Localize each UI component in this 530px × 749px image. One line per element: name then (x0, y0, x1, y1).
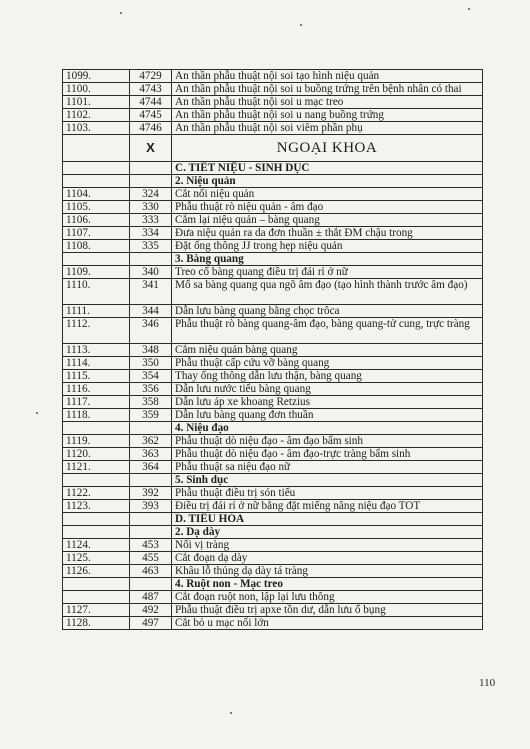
section-blank-cell (130, 474, 172, 487)
row-number: 1113. (63, 344, 130, 357)
procedure-name: An thần phẫu thuật nội soi viêm phần phụ (172, 122, 483, 135)
row-number: 1123. (63, 500, 130, 513)
section-blank-cell (63, 175, 130, 188)
procedure-name: Cắm lại niệu quản – bàng quang (172, 214, 483, 227)
procedure-code: 4729 (130, 70, 172, 83)
procedure-code: 392 (130, 487, 172, 500)
table-row (63, 96, 483, 109)
procedure-name: Cắm niệu quản bàng quang (172, 344, 483, 357)
section-blank-cell (130, 422, 172, 435)
table-row (63, 448, 483, 461)
row-number: 1116. (63, 383, 130, 396)
procedure-code: 497 (130, 617, 172, 630)
table-row (63, 279, 483, 305)
procedure-name: Cắt đoạn ruột non, lập lại lưu thông (172, 591, 483, 604)
procedure-name: An thần phẫu thuật nội soi tạo hình niệu quản (172, 70, 483, 83)
section-blank-cell (130, 253, 172, 266)
table-row (63, 70, 483, 83)
procedure-table (62, 69, 483, 630)
row-number: 1126. (63, 565, 130, 578)
procedure-code: 324 (130, 188, 172, 201)
row-number: 1114. (63, 357, 130, 370)
row-number: 1112. (63, 318, 130, 344)
table-row (63, 396, 483, 409)
row-number: 1124. (63, 539, 130, 552)
row-number: 1102. (63, 109, 130, 122)
table-row (63, 305, 483, 318)
section-heading: 4. Ruột non - Mạc treo (172, 578, 483, 591)
table-row (63, 357, 483, 370)
section-blank-cell (130, 175, 172, 188)
row-number: 1111. (63, 305, 130, 318)
procedure-name: Đặt ống thông JJ trong hẹp niệu quản (172, 240, 483, 253)
table-row (63, 214, 483, 227)
procedure-name: Dẫn lưu bàng quang đơn thuần (172, 409, 483, 422)
row-number: 1120. (63, 448, 130, 461)
procedure-code: 335 (130, 240, 172, 253)
row-number: 1117. (63, 396, 130, 409)
row-number: 1107. (63, 227, 130, 240)
procedure-code: 341 (130, 279, 172, 305)
row-number: 1110. (63, 279, 130, 305)
procedure-code: 4746 (130, 122, 172, 135)
procedure-name: An thần phẫu thuật nội soi u buồng trứng trên bệnh nhân có thai (172, 83, 483, 96)
table-row (63, 109, 483, 122)
row-number: 1128. (63, 617, 130, 630)
procedure-code: 358 (130, 396, 172, 409)
section-row (63, 526, 483, 539)
procedure-name: Phẫu thuật điều trị són tiểu (172, 487, 483, 500)
procedure-name: Nối vị tràng (172, 539, 483, 552)
section-blank-cell (130, 162, 172, 175)
table-row (63, 240, 483, 253)
table-row (63, 409, 483, 422)
page-number: 110 (479, 677, 496, 689)
section-blank-cell (63, 513, 130, 526)
row-number: 1109. (63, 266, 130, 279)
section-heading: D. TIÊU HÓA (172, 513, 483, 526)
table-row (63, 461, 483, 474)
table-row (63, 435, 483, 448)
procedure-name: An thần phẫu thuật nội soi u mạc treo (172, 96, 483, 109)
scan-speck (36, 412, 38, 414)
table-row (63, 201, 483, 214)
section-blank-cell (63, 162, 130, 175)
row-number: 1119. (63, 435, 130, 448)
table-row (63, 383, 483, 396)
section-blank-cell (63, 578, 130, 591)
section-heading: 4. Niệu đạo (172, 422, 483, 435)
table-row (63, 500, 483, 513)
section-blank-cell (63, 422, 130, 435)
procedure-code: 354 (130, 370, 172, 383)
procedure-name: Phẫu thuật cấp cứu vỡ bàng quang (172, 357, 483, 370)
row-number: 1106. (63, 214, 130, 227)
procedure-code: 487 (130, 591, 172, 604)
section-row (63, 578, 483, 591)
procedure-name: Điều trị đái rỉ ở nữ bằng đặt miếng nâng niệu đạo TOT (172, 500, 483, 513)
table-row (63, 539, 483, 552)
scan-speck (120, 12, 122, 14)
section-row (63, 175, 483, 188)
row-number: 1122. (63, 487, 130, 500)
procedure-code: 362 (130, 435, 172, 448)
section-blank-cell (63, 253, 130, 266)
scan-speck (300, 24, 302, 26)
procedure-name: Dẫn lưu nước tiểu bàng quang (172, 383, 483, 396)
procedure-name: An thần phẫu thuật nội soi u nang buồng trứng (172, 109, 483, 122)
row-number: 1125. (63, 552, 130, 565)
row-number: 1104. (63, 188, 130, 201)
row-number: 1105. (63, 201, 130, 214)
procedure-code: 348 (130, 344, 172, 357)
procedure-code: 4745 (130, 109, 172, 122)
row-number: 1127. (63, 604, 130, 617)
procedure-code: 340 (130, 266, 172, 279)
procedure-code: 363 (130, 448, 172, 461)
section-row (63, 513, 483, 526)
procedure-name: Phẫu thuật dò niệu đạo - âm đạo bẩm sinh (172, 435, 483, 448)
procedure-code: 359 (130, 409, 172, 422)
procedure-code: 463 (130, 565, 172, 578)
section-row (63, 422, 483, 435)
procedure-code: 4743 (130, 83, 172, 96)
procedure-name: Phẫu thuật dò niệu đạo - âm đạo-trực tràng bẩm sinh (172, 448, 483, 461)
procedure-name: Cắt nối niệu quản (172, 188, 483, 201)
section-heading: 2. Niệu quản (172, 175, 483, 188)
header-title: NGOẠI KHOA (172, 135, 483, 162)
section-row (63, 162, 483, 175)
procedure-code: 350 (130, 357, 172, 370)
procedure-code: 346 (130, 318, 172, 344)
row-number: 1103. (63, 122, 130, 135)
procedure-code: 393 (130, 500, 172, 513)
row-number: 1100. (63, 83, 130, 96)
procedure-name: Khâu lỗ thủng dạ dày tá tràng (172, 565, 483, 578)
section-heading: 3. Bàng quang (172, 253, 483, 266)
row-number: 1115. (63, 370, 130, 383)
table-row (63, 83, 483, 96)
table-row (63, 318, 483, 344)
procedure-code: 455 (130, 552, 172, 565)
procedure-name: Cắt đoạn dạ dày (172, 552, 483, 565)
table-row (63, 552, 483, 565)
row-number: 1108. (63, 240, 130, 253)
table-row (63, 565, 483, 578)
section-blank-cell (63, 526, 130, 539)
table-row (63, 370, 483, 383)
procedure-name: Đưa niệu quản ra da đơn thuần ± thắt ĐM chậu trong (172, 227, 483, 240)
procedure-name: Mổ sa bàng quang qua ngõ âm đạo (tạo hình thành trước âm đạo) (172, 279, 483, 305)
procedure-code: 334 (130, 227, 172, 240)
table-row (63, 227, 483, 240)
scan-speck (230, 712, 232, 714)
row-number: 1118. (63, 409, 130, 422)
section-heading: C. TIẾT NIỆU - SINH DỤC (172, 162, 483, 175)
table-row (63, 487, 483, 500)
section-row (63, 474, 483, 487)
section-blank-cell (63, 474, 130, 487)
table-row (63, 591, 483, 604)
section-blank-cell (130, 578, 172, 591)
row-number (63, 591, 130, 604)
section-blank-cell (130, 526, 172, 539)
header-blank-cell (63, 135, 130, 162)
row-number: 1101. (63, 96, 130, 109)
procedure-code: 356 (130, 383, 172, 396)
table-row (63, 344, 483, 357)
procedure-code: 333 (130, 214, 172, 227)
procedure-name: Phẫu thuật rò niệu quản - âm đạo (172, 201, 483, 214)
section-heading: 2. Dạ dày (172, 526, 483, 539)
procedure-code: 4744 (130, 96, 172, 109)
table-header-row (63, 135, 483, 162)
procedure-name: Dẫn lưu bàng quang bằng chọc trôca (172, 305, 483, 318)
procedure-name: Thay ống thông dẫn lưu thận, bàng quang (172, 370, 483, 383)
procedure-code: 453 (130, 539, 172, 552)
row-number: 1099. (63, 70, 130, 83)
row-number: 1121. (63, 461, 130, 474)
table-row (63, 617, 483, 630)
table-row (63, 188, 483, 201)
procedure-code: 344 (130, 305, 172, 318)
procedure-name: Phẫu thuật sa niệu đạo nữ (172, 461, 483, 474)
procedure-name: Dẫn lưu áp xe khoang Retzius (172, 396, 483, 409)
table-row (63, 266, 483, 279)
procedure-name: Phẫu thuật điều trị apxe tồn dư, dẫn lưu ổ bụng (172, 604, 483, 617)
section-heading: 5. Sinh dục (172, 474, 483, 487)
table-row (63, 122, 483, 135)
table-row (63, 604, 483, 617)
procedure-name: Phẫu thuật rò bàng quang-âm đạo, bàng quang-tử cung, trực tràng (172, 318, 483, 344)
scan-speck (468, 8, 470, 10)
section-row (63, 253, 483, 266)
procedure-code: 492 (130, 604, 172, 617)
procedure-name: Cắt bỏ u mạc nối lớn (172, 617, 483, 630)
section-blank-cell (130, 513, 172, 526)
procedure-name: Treo cổ bàng quang điều trị đái rỉ ở nữ (172, 266, 483, 279)
procedure-code: 364 (130, 461, 172, 474)
procedure-code: 330 (130, 201, 172, 214)
header-mark: X (130, 135, 172, 162)
